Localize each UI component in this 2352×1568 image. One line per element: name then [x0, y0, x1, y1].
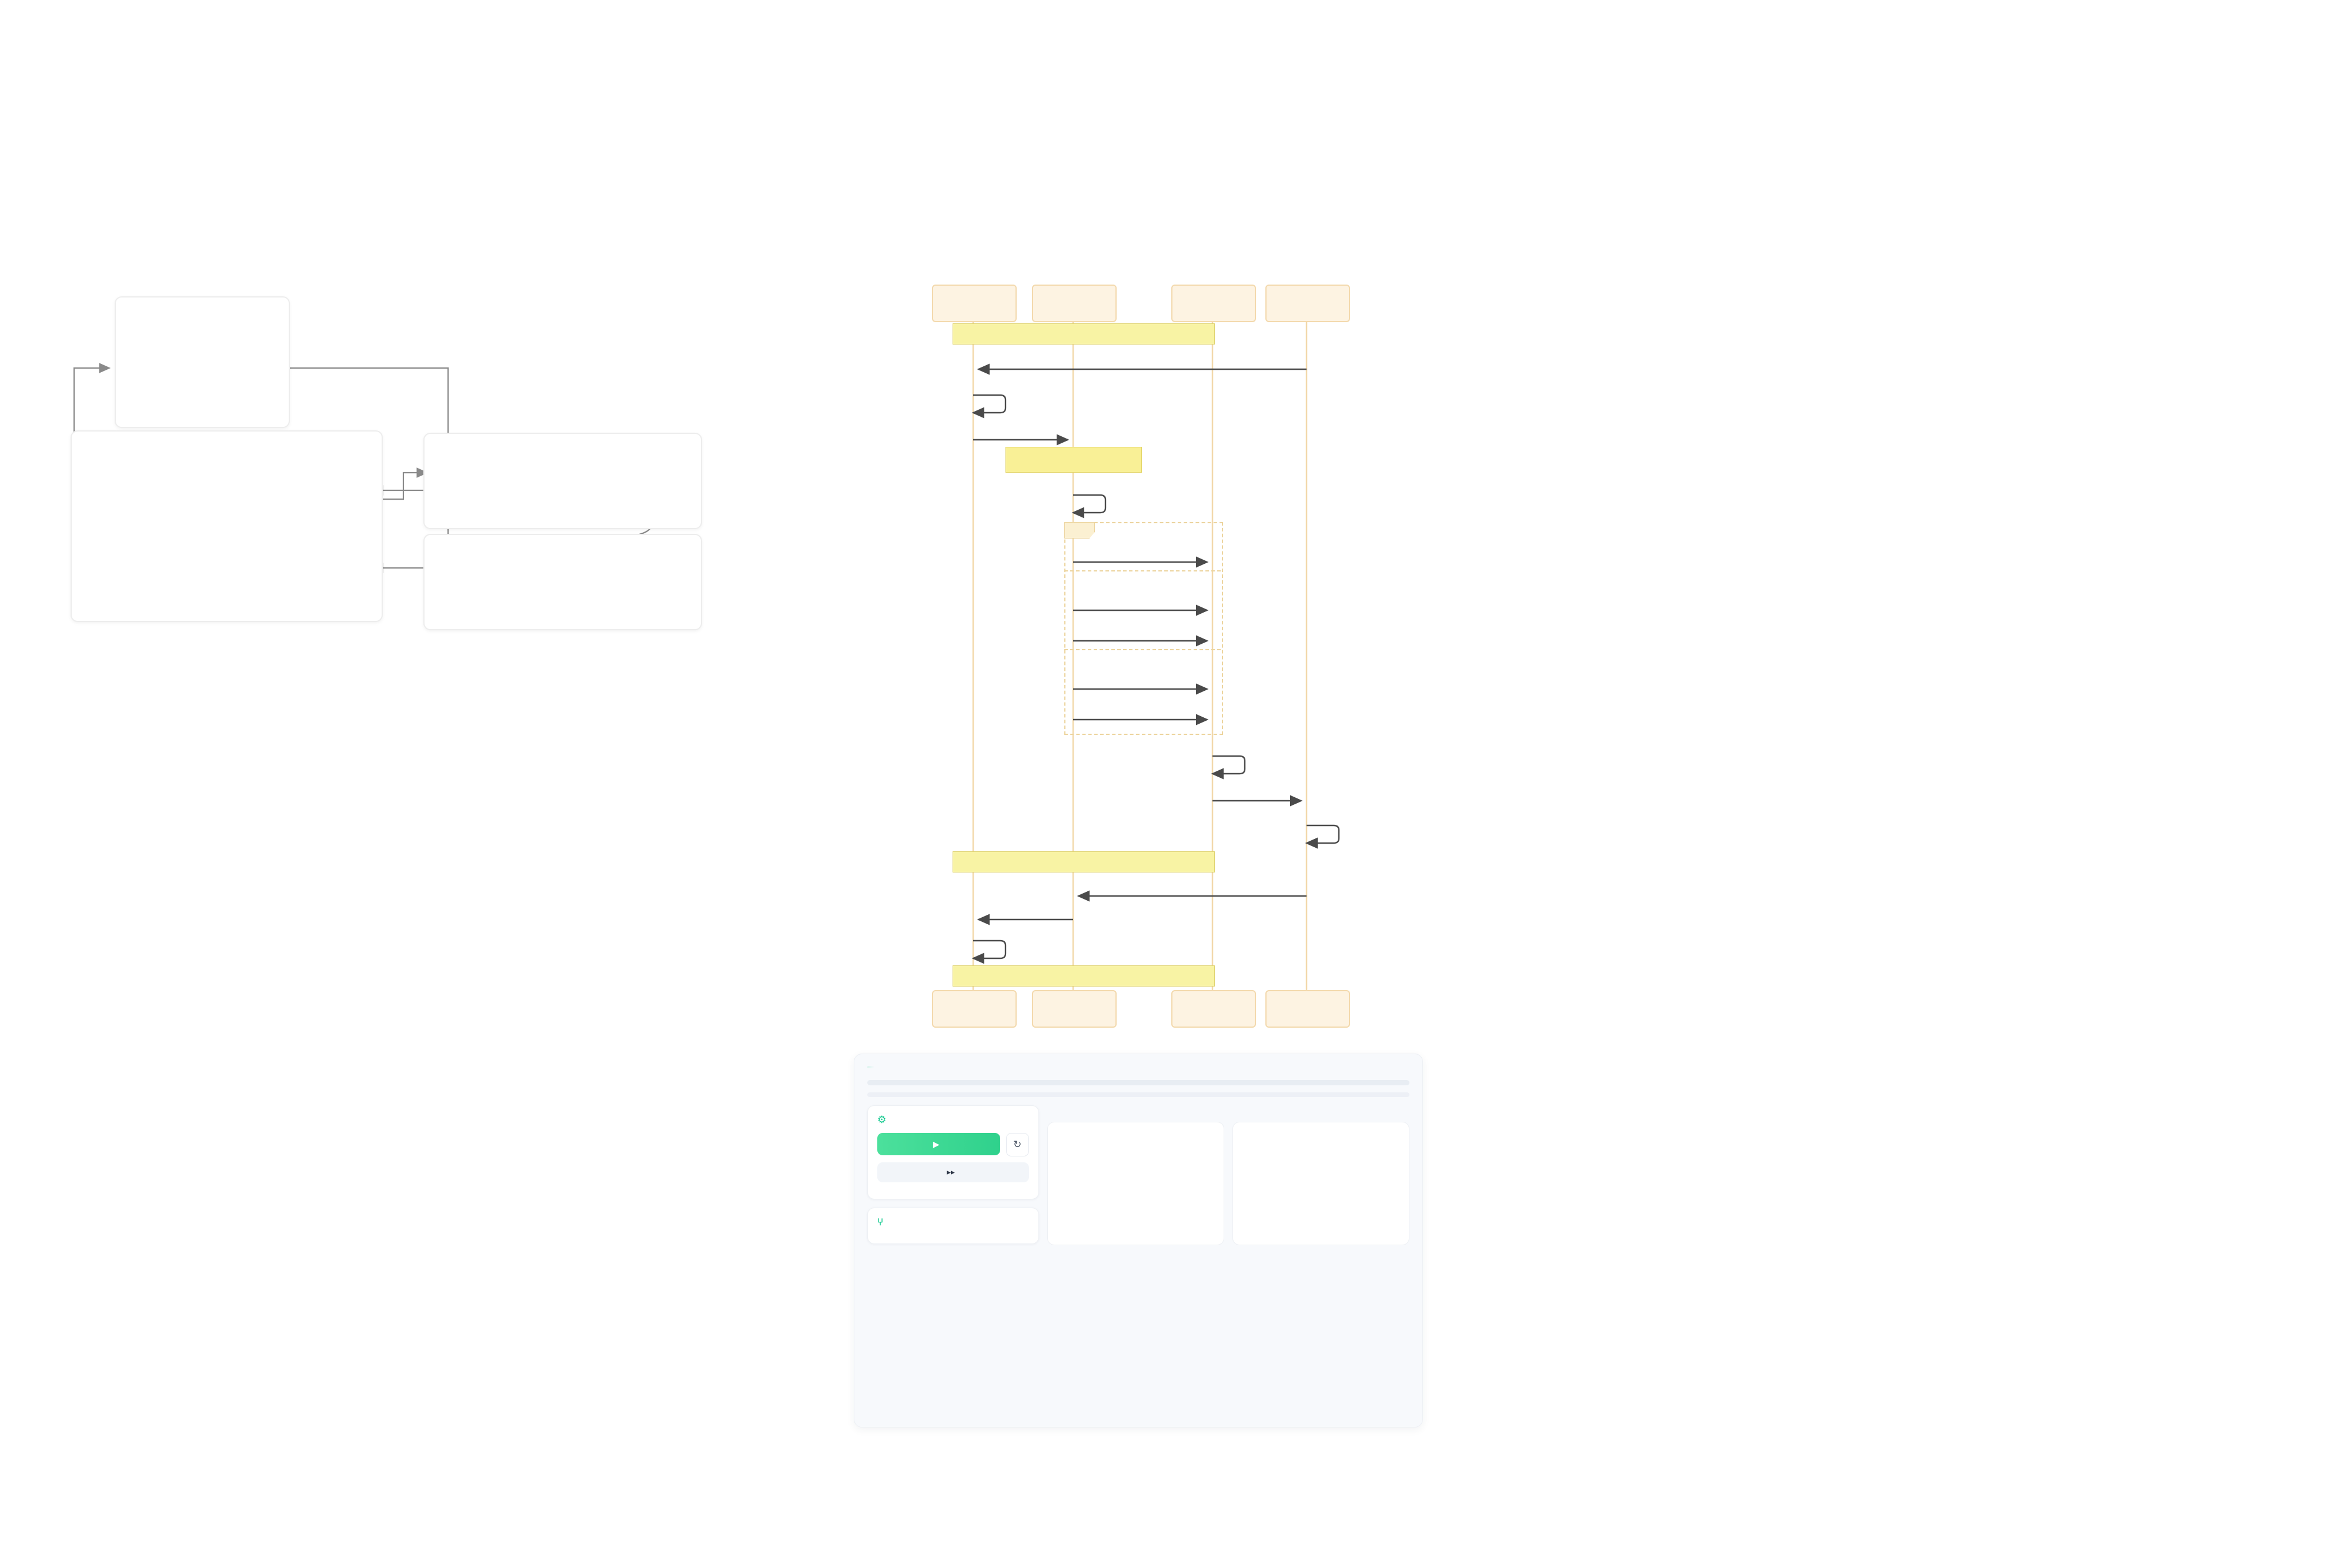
actor-institutional-top: [1032, 285, 1117, 322]
sim-title: [867, 1066, 874, 1068]
step-forward-button[interactable]: [877, 1162, 1029, 1182]
architecture-flowchart: [71, 296, 713, 634]
simulator-screenshot: [854, 1054, 1423, 1427]
qr-code: [2185, 1411, 2328, 1557]
branch-icon: ⑂: [877, 1216, 884, 1228]
panel-llm-components: [423, 433, 702, 529]
actor-payer-top: [932, 285, 1017, 322]
actor-environment-bottom: [1265, 990, 1350, 1028]
column-left: [71, 259, 713, 634]
column-right: [1630, 259, 2283, 376]
results-figure: [1648, 322, 2216, 330]
alt-divider-1: [1064, 570, 1221, 571]
alt-frame: [1064, 522, 1223, 735]
alt-tab: [1064, 522, 1095, 539]
gini-evolution-card: [1232, 1122, 1409, 1245]
play-icon: ▶: [933, 1139, 940, 1149]
alt-divider-2: [1064, 649, 1221, 650]
sim-progress-bar: [867, 1080, 1409, 1085]
actor-environment-top: [1265, 285, 1350, 322]
fast-forward-icon: ▸▸: [947, 1168, 955, 1176]
reset-button[interactable]: [1006, 1133, 1029, 1156]
column-middle: [854, 259, 1448, 1427]
panel-agent-population: [71, 430, 383, 622]
sim-policy-card: [867, 1208, 1039, 1244]
actor-institutional-bottom: [1032, 990, 1117, 1028]
band-impact-assessment: [953, 851, 1215, 872]
gear-icon: ⚙: [877, 1114, 887, 1125]
reset-icon: ↻: [1013, 1139, 1022, 1150]
neurips-logo-icon: [1950, 29, 2085, 206]
sim-controls-card: [867, 1105, 1039, 1199]
actor-beneficiary-bottom: [1171, 990, 1256, 1028]
actor-payer-bottom: [932, 990, 1017, 1028]
box-policy-decision: [1005, 447, 1142, 473]
start-button[interactable]: [877, 1133, 1000, 1155]
actor-beneficiary-top: [1171, 285, 1256, 322]
band-annual-zakat-cycle: [953, 323, 1215, 345]
panel-simulation-environment: [423, 534, 702, 630]
wealth-quintile-card: [1047, 1122, 1224, 1245]
sim-tab-bar: [867, 1092, 1409, 1097]
band-next-cycle: [953, 965, 1215, 987]
neurips-logo: [1950, 29, 2338, 206]
sequence-diagram: [854, 285, 1448, 1030]
panel-policy-scenarios: [115, 296, 290, 428]
